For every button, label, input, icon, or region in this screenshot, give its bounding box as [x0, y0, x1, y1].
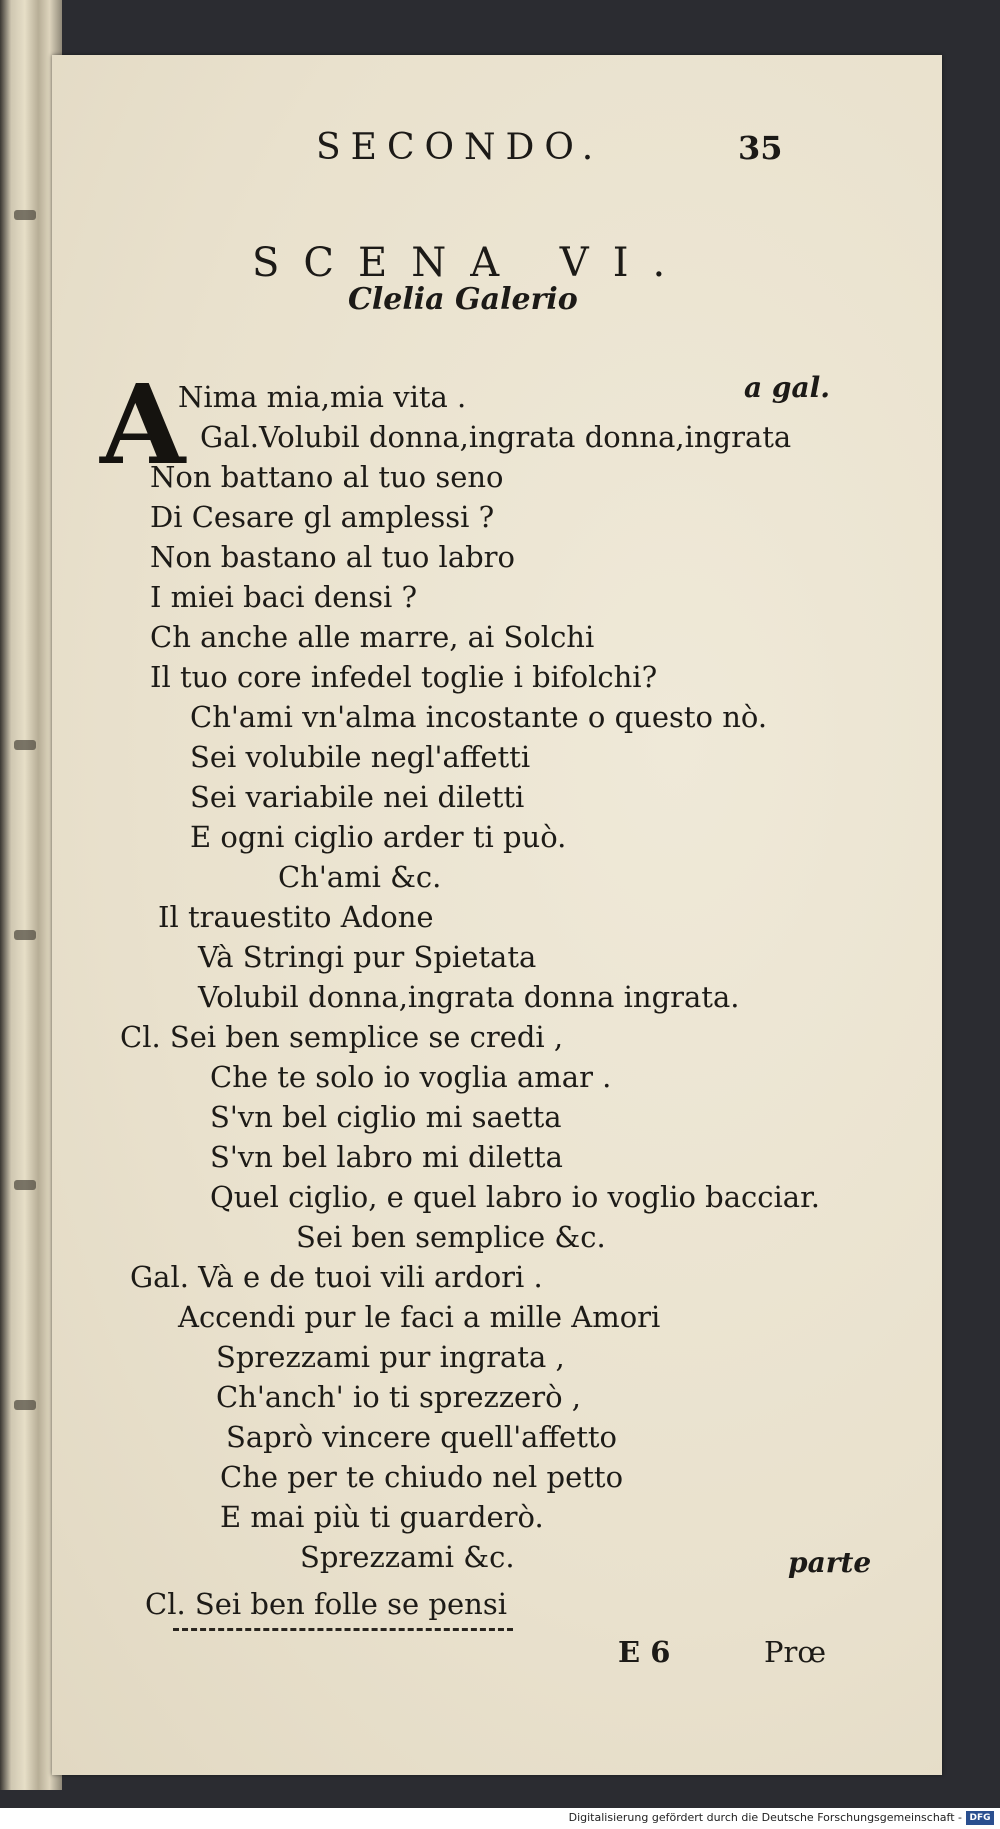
verse-line: Ch'ami vn'alma incostante o questo nò.	[190, 700, 768, 734]
margin-note: a gal.	[744, 371, 830, 404]
verse-line: Ch'anch' io ti sprezzerò ,	[216, 1380, 581, 1414]
verse-line: Gal. Và e de tuoi vili ardori .	[130, 1260, 543, 1294]
verse-line: S'vn bel labro mi diletta	[210, 1140, 563, 1174]
verse-line: Gal.Volubil donna,ingrata donna,ingrata	[200, 420, 792, 454]
verse-line: Nima mia,mia vita .	[178, 380, 467, 414]
verse-line: Sei variabile nei diletti	[190, 780, 525, 814]
signature-mark: E 6	[618, 1635, 671, 1669]
verse-line: Che te solo io voglia amar .	[210, 1060, 612, 1094]
verse-line: Sprezzami pur ingrata ,	[216, 1340, 565, 1374]
verse-line: Cl. Sei ben folle se pensi	[145, 1587, 507, 1621]
verse-line: S'vn bel ciglio mi saetta	[210, 1100, 562, 1134]
verse-line: Quel ciglio, e quel labro io voglio bacciar.	[210, 1180, 820, 1214]
edge-mark	[14, 930, 36, 940]
scene-title: SCENA VI.	[252, 240, 690, 286]
verse-line: Ch'ami &c.	[278, 860, 442, 894]
verse-line: Volubil donna,ingrata donna ingrata.	[198, 980, 740, 1014]
verse-line: Il trauestito Adone	[158, 900, 434, 934]
verse-line: Non battano al tuo seno	[150, 460, 504, 494]
catchword: Prœ	[764, 1635, 827, 1669]
edge-mark	[14, 210, 36, 220]
edge-mark	[14, 1180, 36, 1190]
page-number: 35	[738, 129, 783, 167]
verse-line: Che per te chiudo nel petto	[220, 1460, 624, 1494]
underline-mark	[173, 1628, 513, 1631]
edge-mark	[14, 1400, 36, 1410]
verse-line: Ch anche alle marre, ai Solchi	[150, 620, 595, 654]
verse-line: Sei volubile negl'affetti	[190, 740, 531, 774]
edge-mark	[14, 740, 36, 750]
footer-bar	[0, 1808, 1000, 1829]
verse-line: Sprezzami &c.	[300, 1540, 515, 1574]
running-title: SECONDO.	[316, 127, 604, 168]
verse-line: Sei ben semplice &c.	[296, 1220, 606, 1254]
footer-credit: Digitalisierung gefördert durch die Deutsche Forschungsgemeinschaft -	[568, 1811, 962, 1824]
scene-speakers: Clelia Galerio	[348, 282, 578, 317]
margin-note: parte	[788, 1546, 872, 1579]
verse-line: E mai più ti guarderò.	[220, 1500, 544, 1534]
verse-line: Accendi pur le faci a mille Amori	[178, 1300, 661, 1334]
verse-line: Và Stringi pur Spietata	[198, 940, 537, 974]
verse-line: Cl. Sei ben semplice se credi ,	[120, 1020, 564, 1054]
verse-line: I miei baci densi ?	[150, 580, 418, 614]
verse-line: Il tuo core infedel toglie i bifolchi?	[150, 660, 658, 694]
drop-capital: A	[100, 360, 186, 489]
verse-line: Saprò vincere quell'affetto	[226, 1420, 617, 1454]
dfg-logo-icon: DFG	[966, 1811, 994, 1825]
verse-line: Non bastano al tuo labro	[150, 540, 516, 574]
verse-line: E ogni ciglio arder ti può.	[190, 820, 567, 854]
verse-line: Di Cesare gl amplessi ?	[150, 500, 495, 534]
